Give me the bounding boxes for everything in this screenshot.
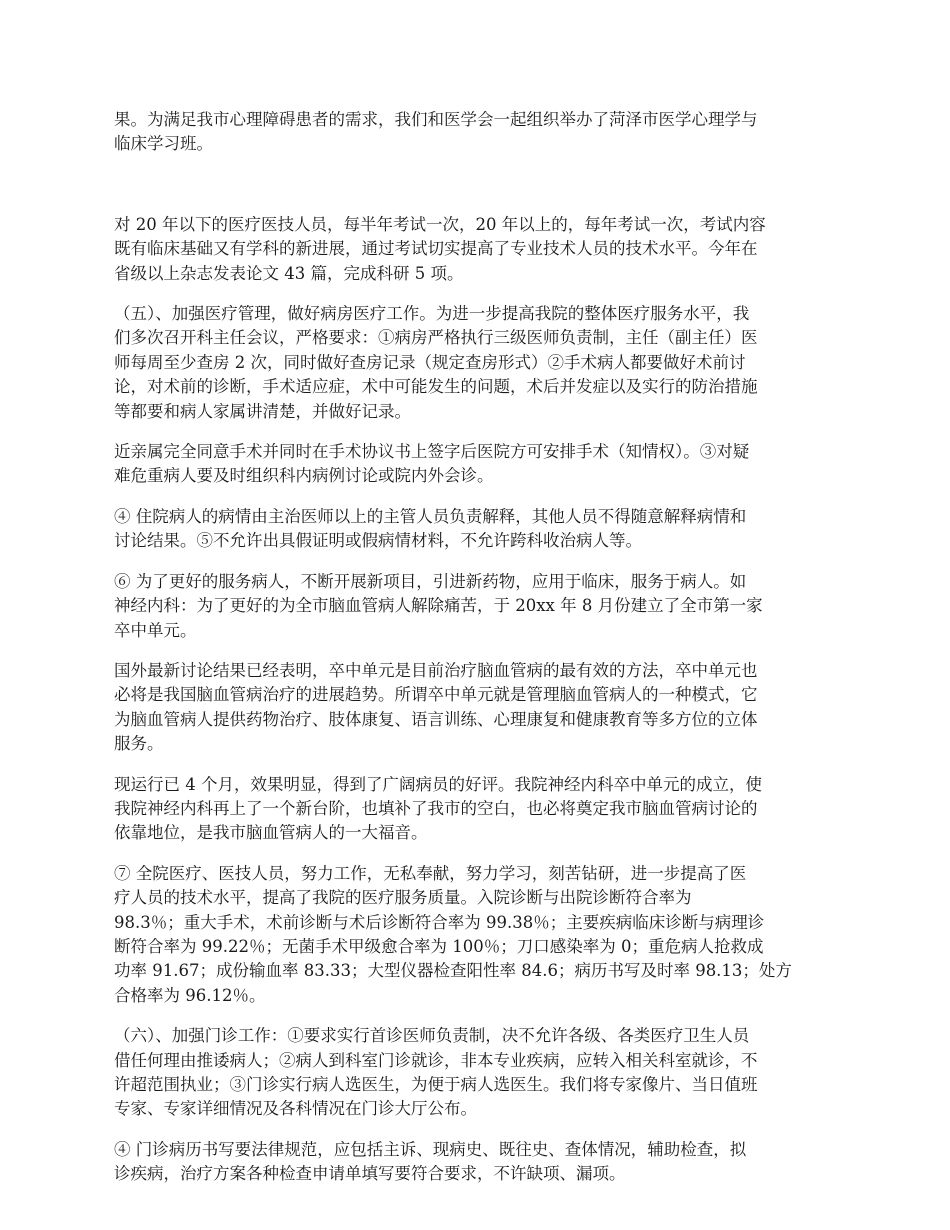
document-body bbox=[114, 108, 838, 1203]
paragraph-3: （五）、加强医疗管理，做好病房医疗工作。为进一步提高我院的整体医疗服务水平，我 们多次召开科主任会议，严格要求：①病房严格执行三级医师负责制，主任（副主任）医 师每周至少查房 2 次，同时做好查房记录（规定查房形式）②手术病人都要做好术前讨 论，对术前的诊断，手术适应症，术中可能发生的问题，术后并发症以及实行的防治措施 等都要和病人家属讲清楚，并做好记录。 bbox=[114, 304, 758, 421]
paragraph-2: 对 20 年以下的医疗医技人员，每半年考试一次，20 年以上的，每年考试一次，考试内容 既有临床基础又有学科的新进展，通过考试切实提高了专业技术人员的技术水平。今年在 省级以上杂志发表论文 43 篇，完成科研 5 项。 bbox=[114, 214, 766, 283]
paragraph-1: 果。为满足我市心理障碍患者的需求，我们和医学会一起组织举办了菏泽市医学心理学与 临床学习班。 bbox=[114, 110, 758, 154]
paragraph-6: ⑥ 为了更好的服务病人，不断开展新项目，引进新药物，应用于临床，服务于病人。如 神经内科：为了更好的为全市脑血管病人解除痛苦，于 20xx 年 8 月份建立了全市第一家 卒中单元。 bbox=[114, 571, 763, 640]
paragraph-7: 国外最新讨论结果已经表明，卒中单元是目前治疗脑血管病的最有效的方法，卒中单元也 必将是我国脑血管病治疗的进展趋势。所谓卒中单元就是管理脑血管病人的一种模式，它 为脑血管病人提供药物治疗、肢体康复、语言训练、心理康复和健康教育等多方位的立体 服务。 bbox=[114, 660, 758, 754]
paragraph-5: ④ 住院病人的病情由主治医师以上的主管人员负责解释，其他人员不得随意解释病情和 讨论结果。⑤不允许出具假证明或假病情材料，不允许跨科收治病人等。 bbox=[114, 506, 747, 551]
paragraph-11: ④ 门诊病历书写要法律规范，应包括主诉、现病史、既往史、查体情况，辅助检查，拟 诊疾病，治疗方案各种检查申请单填写要符合要求，不许缺项、漏项。 bbox=[114, 1139, 747, 1184]
paragraph-10: （六）、加强门诊工作：①要求实行首诊医师负责制，决不允许各级、各类医疗卫生人员 借任何理由推诿病人；②病人到科室门诊就诊，非本专业疾病，应转入相关科室就诊，不 许超范围执业；③门诊实行病人选医生，为便于病人选医生。我们将专家像片、当日值班 专家、专家详细情况及各科情况在门诊大厅公布。 bbox=[114, 1026, 758, 1119]
paragraph-4: 近亲属完全同意手术并同时在手术协议书上签字后医院方可安排手术（知情权）。③对疑 难危重病人要及时组织科内病例讨论或院内外会诊。 bbox=[114, 442, 750, 486]
paragraph-8: 现运行已 4 个月，效果明显，得到了广阔病员的好评。我院神经内科卒中单元的成立，使 我院神经内科再上了一个新台阶，也填补了我市的空白，也必将奠定我市脑血管病讨论的 依靠地位，是我市脑血管病人的一大福音。 bbox=[114, 774, 762, 843]
paragraph-9: ⑦ 全院医疗、医技人员，努力工作，无私奉献，努力学习，刻苦钻研，进一步提高了医 疗人员的技术水平，提高了我院的医疗服务质量。入院诊断与出院诊断符合率为 98.3％；重大手术，术前诊断与术后诊断符合率为 99.38％；主要疾病临床诊断与病理诊 断符合率为 99.22％；无菌手术甲级愈合率为 100％；刀口感染率为 0；重危病人抢救成 功率 91.67；成份输血率 83.33；大型仪器检查阳性率 84.6；病历书写及时率 98.13；处方 合格率为 96.12％。 bbox=[114, 863, 792, 1005]
